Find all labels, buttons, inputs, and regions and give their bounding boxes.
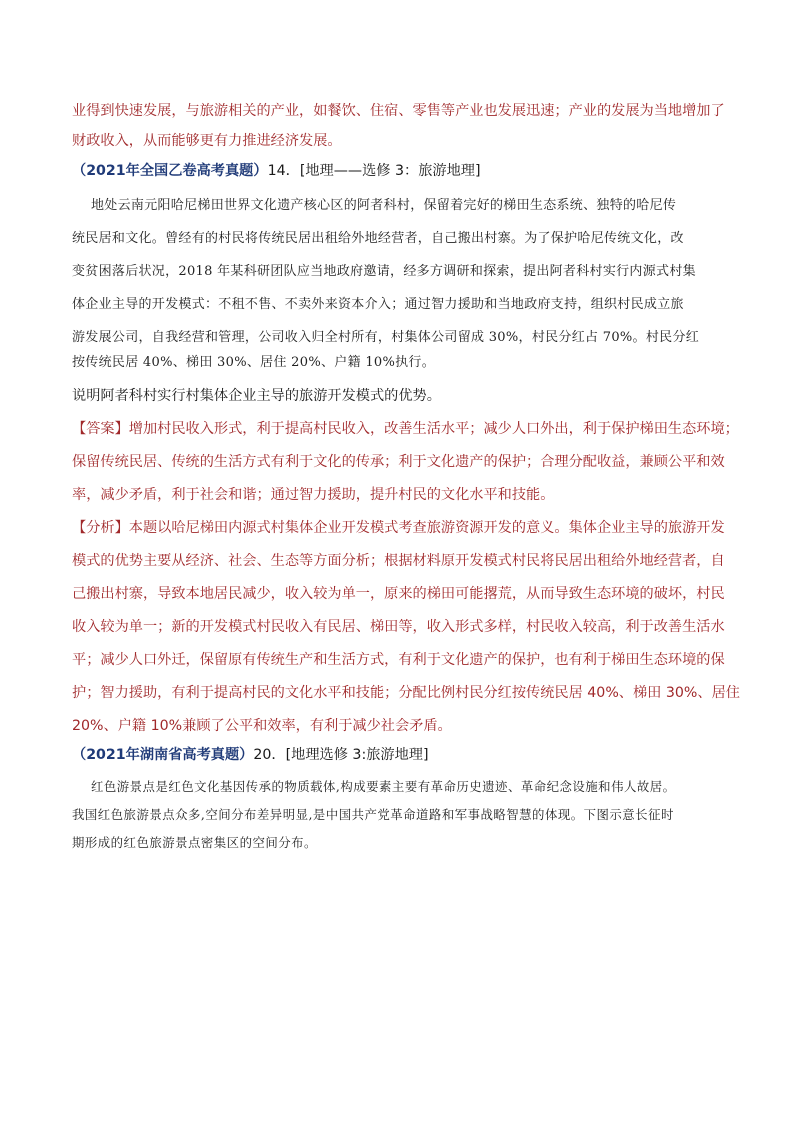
q14-material-line-5: 游发展公司，自我经营和管理，公司收入归全村所有，村集体公司留成 30%，村民分红占 70%。村民分红	[72, 330, 700, 345]
q14-material-line-6: 按传统民居 40%、梯田 30%、居住 20%、户籍 10%执行。	[72, 355, 436, 370]
q14-material-line-1: 地处云南元阳哈尼梯田世界文化遗产核心区的阿者科村，保留着完好的梯田生态系统、独特的哈尼传	[91, 198, 677, 213]
q14-material-line-3: 变贫困落后状况，2018 年某科研团队应当地政府邀请，经多方调研和探索，提出阿者科村实行内源式村集	[72, 264, 696, 279]
q14-answer-line-1	[72, 422, 739, 436]
q20-source: （2021年湖南省高考真题）	[72, 747, 254, 763]
q14-header	[72, 164, 480, 178]
q14-answer-line-2: 保留传统民居、传统的生活方式有利于文化的传承；利于文化遗产的保护；合理分配收益，兼顾公平和效	[72, 454, 725, 470]
q14-analysis-line-2: 模式的优势主要从经济、社会、生态等方面分析；根据材料原开发模式村民将民居出租给外地经营者，自	[72, 553, 725, 569]
q14-answer-label: 【答案】	[72, 421, 129, 437]
q14-analysis-line-4: 收入较为单一；新的开发模式村民收入有民居、梯田等，收入形式多样，村民收入较高，利于改善生活水	[72, 619, 725, 635]
q14-number: 14．	[267, 163, 300, 179]
q14-analysis-line-1	[72, 521, 725, 535]
q20-number: 20．	[253, 747, 286, 763]
q14-question: 说明阿者科村实行村集体企业主导的旅游开发模式的优势。	[72, 388, 441, 404]
q14-analysis-text-1: 本题以哈尼梯田内源式村集体企业开发模式考查旅游资源开发的意义。集体企业主导的旅游开发	[128, 520, 725, 536]
q14-material-line-4: 体企业主导的开发模式：不租不售、不卖外来资本介入；通过智力援助和当地政府支持，组织村民成立旅	[72, 297, 684, 312]
intro-line-2: 财政收入，从而能够更有力推进经济发展。	[72, 133, 342, 149]
intro-line-1: 业得到快速发展，与旅游相关的产业，如餐饮、住宿、零售等产业也发展迅速；产业的发展为当地增加了	[72, 103, 725, 119]
q20-subject: [地理选修 3:旅游地理]	[285, 747, 429, 763]
q20-material-line-2: 我国红色旅游景点众多,空间分布差异明显,是中国共产党革命道路和军事战略智慧的体现。下图示意长征时	[72, 807, 674, 822]
q14-analysis-line-7: 20%、户籍 10%兼顾了公平和效率，有利于减少社会矛盾。	[72, 718, 452, 734]
q14-analysis-line-3: 己搬出村寨，导致本地居民减少，收入较为单一，原来的梯田可能撂荒，从而导致生态环境的破坏，村民	[72, 586, 725, 602]
q14-analysis-line-5: 平；减少人口外迁，保留原有传统生产和生活方式，有利于文化遗产的保护，也有利于梯田生态环境的保	[72, 652, 725, 668]
q14-material-line-2: 统民居和文化。曾经有的村民将传统民居出租给外地经营者，自己搬出村寨。为了保护哈尼传统文化，改	[72, 231, 684, 246]
q20-header	[72, 748, 429, 762]
q14-analysis-line-6: 护；智力援助，有利于提高村民的文化水平和技能；分配比例村民分红按传统民居 40%、梯田 30%、居住	[72, 685, 740, 701]
q20-material-line-1: 红色游景点是红色文化基因传承的物质载体,构成要素主要有革命历史遗迹、革命纪念设施和伟人故居。	[91, 779, 676, 794]
q14-source: （2021年全国乙卷高考真题）	[72, 163, 268, 179]
q20-material-line-3: 期形成的红色旅游景点密集区的空间分布。	[72, 835, 317, 850]
q14-analysis-label: 【分析】	[72, 520, 129, 536]
q14-answer-line-3: 率，减少矛盾，利于社会和谐；通过智力援助，提升村民的文化水平和技能。	[72, 487, 555, 503]
q14-answer-text-1: 增加村民收入形式，利于提高村民收入，改善生活水平；减少人口外出，利于保护梯田生态环境；	[128, 421, 739, 437]
q14-subject: [地理——选修 3：旅游地理]	[299, 163, 481, 179]
